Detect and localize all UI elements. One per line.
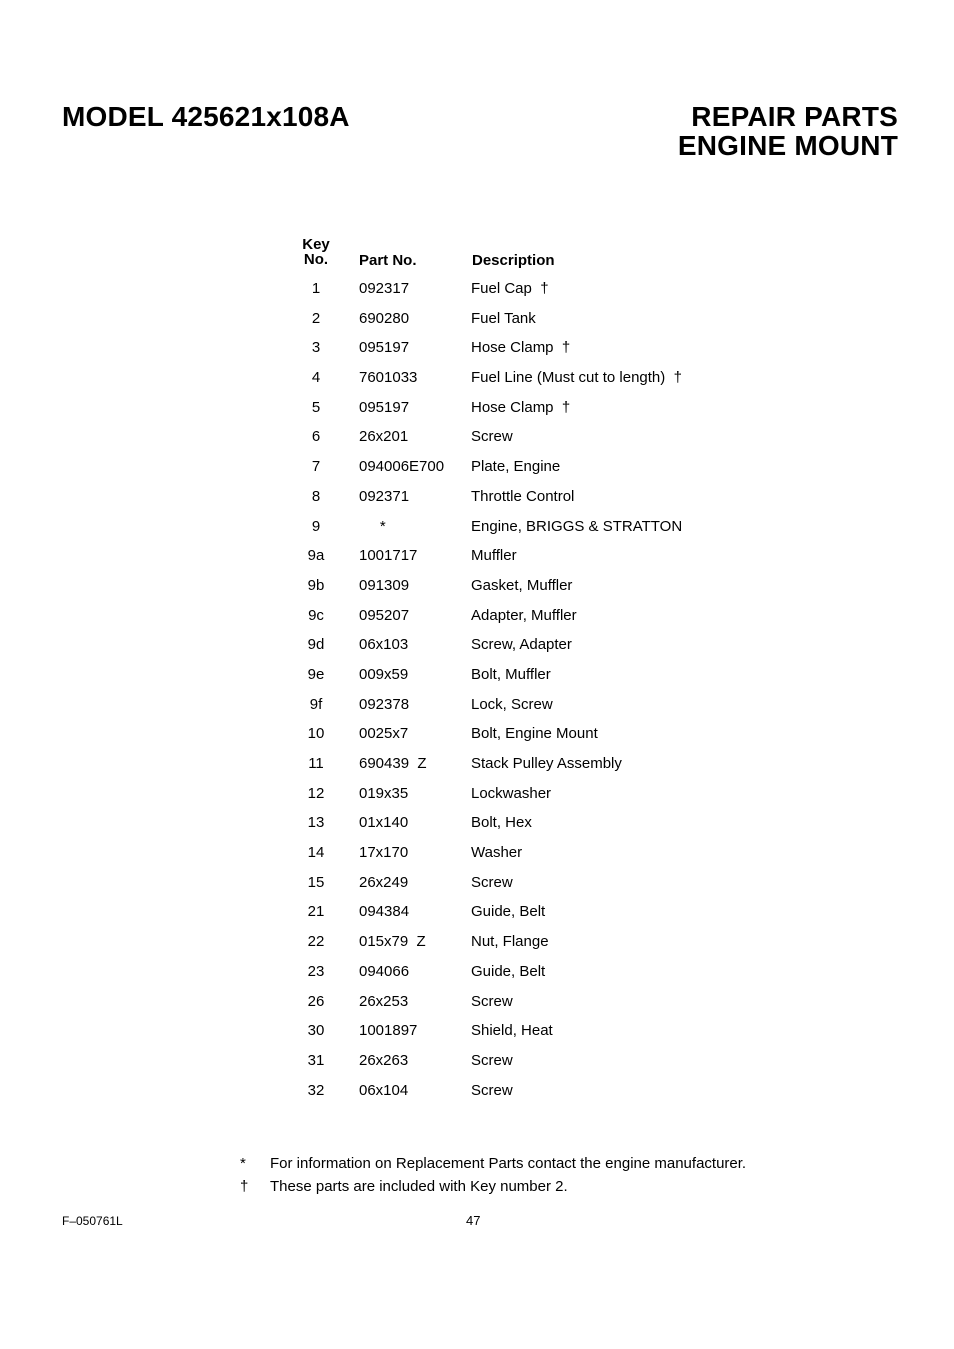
key-no-cell: 7 bbox=[311, 458, 321, 476]
description-cell: Gasket, Muffler bbox=[471, 576, 573, 594]
part-no-cell: 06x103 bbox=[359, 636, 409, 654]
key-no-cell: 14 bbox=[307, 844, 325, 862]
key-no-cell: 9c bbox=[308, 606, 324, 624]
part-no-cell: 095207 bbox=[359, 606, 410, 624]
part-no-cell: 091309 bbox=[359, 576, 410, 594]
description-cell: Screw bbox=[471, 428, 513, 446]
part-no-cell: 17x170 bbox=[359, 844, 409, 862]
description-header: Description bbox=[472, 252, 555, 269]
description-cell: Screw bbox=[471, 992, 513, 1010]
table-row bbox=[0, 836, 954, 866]
description-cell: Plate, Engine bbox=[471, 458, 561, 476]
description-cell: Bolt, Muffler bbox=[471, 665, 551, 683]
description-cell: Shield, Heat bbox=[471, 1022, 553, 1040]
description-cell: Muffler bbox=[471, 547, 517, 565]
key-no-cell: 3 bbox=[311, 339, 321, 357]
key-no-cell: 5 bbox=[311, 398, 321, 416]
description-cell: Lock, Screw bbox=[471, 695, 553, 713]
key-no-cell: 9e bbox=[307, 665, 325, 683]
description-cell: Screw, Adapter bbox=[471, 636, 572, 654]
table-row bbox=[0, 1074, 954, 1104]
description-cell: Guide, Belt bbox=[471, 962, 546, 980]
page-number: 47 bbox=[466, 1213, 481, 1228]
part-no-cell: 01x140 bbox=[359, 814, 409, 832]
description-cell: Fuel Line (Must cut to length) † bbox=[471, 369, 682, 387]
key-no-cell: 9a bbox=[307, 547, 325, 565]
footnote-symbol: † bbox=[240, 1178, 249, 1195]
table-row bbox=[0, 1044, 954, 1074]
description-cell: Nut, Flange bbox=[471, 933, 549, 951]
description-cell: Hose Clamp † bbox=[471, 398, 571, 416]
part-no-cell: 009x59 bbox=[359, 665, 409, 683]
table-row bbox=[0, 539, 954, 569]
part-no-cell: 094066 bbox=[359, 962, 410, 980]
part-no-cell: 26x201 bbox=[359, 428, 409, 446]
key-no-cell: 12 bbox=[307, 784, 325, 802]
section-title bbox=[678, 102, 898, 160]
part-no-cell: 26x253 bbox=[359, 992, 409, 1010]
table-row bbox=[0, 717, 954, 747]
key-no-cell: 21 bbox=[307, 903, 325, 921]
part-no-cell: 092378 bbox=[359, 695, 410, 713]
section-title-line2: ENGINE MOUNT bbox=[677, 130, 898, 161]
key-no-cell: 11 bbox=[308, 755, 324, 772]
description-cell: Screw bbox=[471, 873, 513, 891]
table-row bbox=[0, 955, 954, 985]
table-row bbox=[0, 569, 954, 599]
part-no-cell: 690439 Z bbox=[359, 755, 427, 772]
description-cell: Screw bbox=[471, 1081, 513, 1099]
key-no-cell: 30 bbox=[307, 1022, 325, 1040]
key-no-cell: 32 bbox=[307, 1081, 325, 1099]
part-no-cell: 1001717 bbox=[359, 547, 418, 565]
description-cell: Bolt, Hex bbox=[471, 814, 532, 832]
table-row bbox=[0, 806, 954, 836]
key-no-cell: 8 bbox=[311, 487, 321, 505]
key-no-cell: 2 bbox=[311, 309, 321, 327]
table-row bbox=[0, 658, 954, 688]
key-no-cell: 9b bbox=[307, 576, 325, 594]
key-no-cell: 10 bbox=[307, 725, 325, 743]
key-no-cell: 31 bbox=[307, 1051, 325, 1069]
table-row bbox=[0, 272, 954, 302]
key-no-cell: 26 bbox=[307, 992, 325, 1010]
table-row bbox=[0, 302, 954, 332]
part-no-cell: 094384 bbox=[359, 903, 410, 921]
description-cell: Guide, Belt bbox=[471, 903, 546, 921]
key-no-header bbox=[290, 237, 342, 267]
key-no-cell: 4 bbox=[311, 369, 321, 387]
key-no-cell: 6 bbox=[311, 428, 321, 446]
part-no-cell: 015x79 Z bbox=[359, 933, 426, 951]
part-no-cell: 092371 bbox=[359, 487, 410, 505]
description-cell: Screw bbox=[471, 1051, 513, 1069]
key-no-cell: 23 bbox=[307, 962, 325, 980]
key-no-cell: 9d bbox=[307, 636, 325, 654]
description-cell: Washer bbox=[471, 844, 523, 862]
table-row bbox=[0, 777, 954, 807]
description-cell: Engine, BRIGGS & STRATTON bbox=[471, 517, 683, 535]
table-row bbox=[0, 895, 954, 925]
part-no-cell: 095197 bbox=[359, 398, 410, 416]
part-no-cell: * bbox=[359, 517, 386, 535]
description-cell: Adapter, Muffler bbox=[471, 606, 577, 624]
parts-table bbox=[0, 236, 954, 1103]
table-row bbox=[0, 628, 954, 658]
description-cell: Fuel Tank bbox=[471, 309, 536, 327]
part-no-cell: 1001897 bbox=[359, 1022, 418, 1040]
part-no-cell: 26x249 bbox=[359, 873, 409, 891]
key-no-cell: 1 bbox=[311, 280, 321, 297]
description-cell: Stack Pulley Assembly bbox=[471, 755, 622, 772]
part-no-cell: 094006E700 bbox=[359, 458, 445, 476]
description-cell: Throttle Control bbox=[471, 487, 575, 505]
table-row bbox=[0, 510, 954, 540]
key-no-cell: 9f bbox=[309, 695, 323, 713]
part-no-header: Part No. bbox=[359, 252, 417, 269]
part-no-cell: 092317 bbox=[359, 280, 410, 297]
table-row bbox=[0, 420, 954, 450]
table-row bbox=[0, 747, 954, 777]
table-row bbox=[0, 925, 954, 955]
part-no-cell: 019x35 bbox=[359, 784, 409, 802]
key-no-cell: 9 bbox=[311, 517, 321, 535]
table-row bbox=[0, 361, 954, 391]
description-cell: Lockwasher bbox=[471, 784, 552, 802]
table-row bbox=[0, 480, 954, 510]
part-no-cell: 0025x7 bbox=[359, 725, 409, 743]
key-no-cell: 13 bbox=[307, 814, 325, 832]
table-row bbox=[0, 1014, 954, 1044]
table-header bbox=[0, 236, 954, 272]
key-header-line1: Key bbox=[302, 236, 330, 253]
key-header-line2: No. bbox=[303, 251, 329, 268]
key-no-cell: 15 bbox=[307, 873, 325, 891]
part-no-cell: 690280 bbox=[359, 309, 410, 327]
key-no-cell: 22 bbox=[307, 933, 325, 951]
section-title-line1: REPAIR PARTS bbox=[691, 101, 898, 132]
form-code: F–050761L bbox=[62, 1214, 123, 1228]
model-title: MODEL 425621x108A bbox=[62, 101, 350, 132]
table-row bbox=[0, 866, 954, 896]
table-row bbox=[0, 331, 954, 361]
part-no-cell: 26x263 bbox=[359, 1051, 409, 1069]
part-no-cell: 7601033 bbox=[359, 369, 418, 387]
table-row bbox=[0, 450, 954, 480]
footnote-text: These parts are included with Key number 2. bbox=[270, 1178, 568, 1195]
description-cell: Fuel Cap † bbox=[471, 280, 549, 297]
part-no-cell: 06x104 bbox=[359, 1081, 409, 1099]
footnote-text: For information on Replacement Parts contact the engine manufacturer. bbox=[270, 1155, 747, 1172]
table-row bbox=[0, 688, 954, 718]
table-row bbox=[0, 985, 954, 1015]
table-row bbox=[0, 599, 954, 629]
table-row bbox=[0, 391, 954, 421]
part-no-cell: 095197 bbox=[359, 339, 410, 357]
table-body bbox=[0, 272, 954, 1103]
description-cell: Hose Clamp † bbox=[471, 339, 571, 357]
footnote-symbol: * bbox=[240, 1155, 246, 1172]
description-cell: Bolt, Engine Mount bbox=[471, 725, 598, 743]
